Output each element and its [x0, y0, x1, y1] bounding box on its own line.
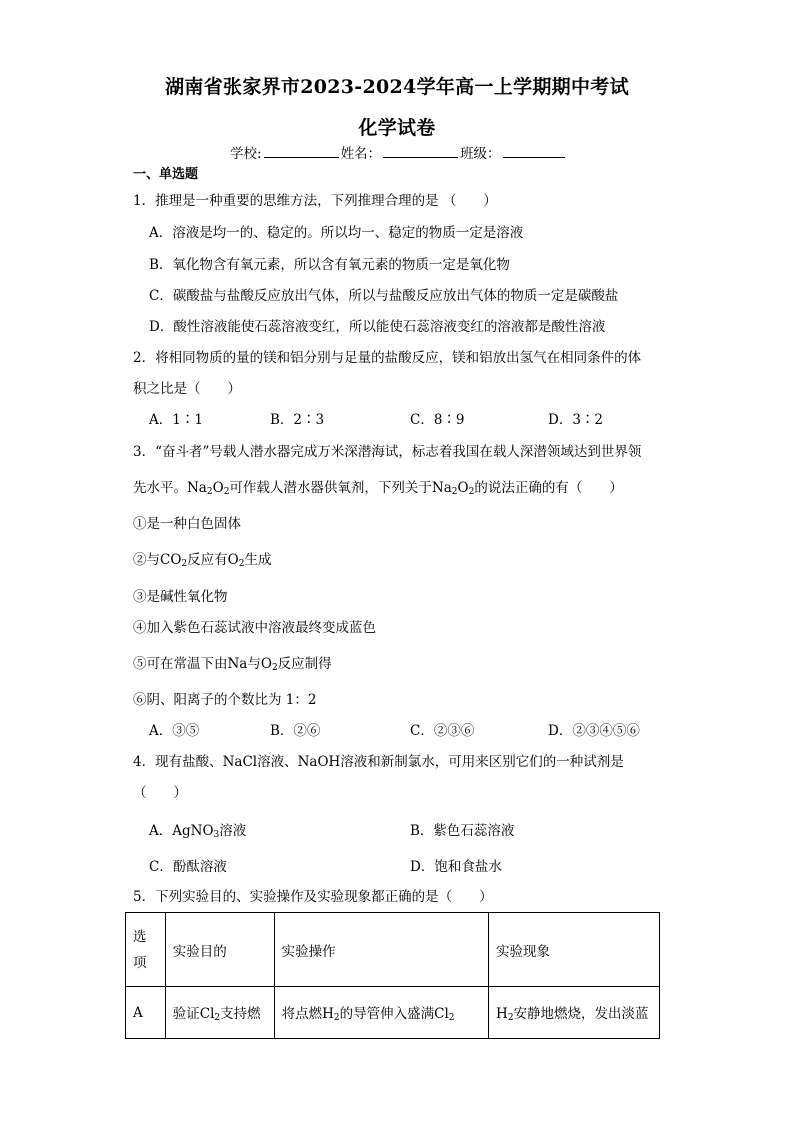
class-blank[interactable]: [503, 145, 565, 158]
q1-option-b: B．氧化物含有氧元素，所以含有氧元素的物质一定是氧化物: [149, 257, 510, 273]
school-label: 学校:: [230, 146, 262, 162]
table-header-row: [126, 913, 660, 987]
q3-statement-2: ②与$CO_2$反应有$O_2$生成: [133, 552, 272, 569]
q4-option-a: A．AgNO$_3$溶液: [149, 823, 247, 840]
q3-option-a: A．③⑤: [149, 723, 200, 739]
name-label: 姓名：: [340, 146, 382, 162]
row-a-option: A: [126, 987, 166, 1039]
header-purpose: 实验目的: [165, 913, 274, 987]
q1-option-d: D．酸性溶液能使石蕊溶液变红，所以能使石蕊溶液变红的溶液都是酸性溶液: [149, 319, 606, 335]
q2-option-a: A．1∶1: [149, 412, 203, 428]
q3-statement-3: ③是碱性氧化物: [133, 589, 228, 605]
q3-statement-5: ⑤可在常温下由Na与$O_2$反应制得: [133, 656, 332, 673]
q5-table: [125, 912, 660, 1039]
q3-statement-4: ④加入紫色石蕊试液中溶液最终变成蓝色: [133, 620, 376, 636]
q2-option-b: B．2∶3: [270, 412, 325, 428]
q4-stem-line1: 4．现有盐酸、NaCl溶液、NaOH溶液和新制氯水，可用来区别它们的一种试剂是: [133, 754, 624, 770]
school-blank[interactable]: [264, 145, 339, 158]
header-operation: 实验操作: [274, 913, 488, 987]
q2-option-d: D．3∶2: [548, 412, 604, 428]
name-blank[interactable]: [383, 145, 458, 158]
q4-option-c: C．酚酞溶液: [149, 859, 227, 875]
q3-statement-1: ①是一种白色固体: [133, 516, 241, 532]
q3-statement-6: ⑥阴、阳离子的个数比为 1：2: [133, 692, 317, 708]
page-title: 湖南省张家界市2023-2024学年高一上学期期中考试: [165, 76, 629, 98]
header-option: 选项: [126, 913, 166, 987]
q2-stem-line2: 积之比是（ ）: [133, 381, 241, 397]
q3-stem-line2: 先水平。$Na_2O_2$可作载人潜水器供氧剂，下列关于$Na_2O_2$的说法正确的有（ ）: [133, 480, 623, 497]
q1-option-c: C．碳酸盐与盐酸反应放出气体，所以与盐酸反应放出气体的物质一定是碳酸盐: [149, 288, 619, 304]
page-subtitle: 化学试卷: [358, 117, 436, 139]
q4-stem-line2: （ ）: [133, 785, 187, 801]
q3-option-c: C．②③⑥: [410, 723, 475, 739]
student-info-row: [230, 145, 567, 163]
q2-option-c: C．8∶9: [410, 412, 465, 428]
row-a-phenomenon: $H_2$安静地燃烧，发出淡蓝: [489, 987, 660, 1039]
row-a-purpose: 验证$Cl_2$支持燃: [165, 987, 274, 1039]
q4-option-d: D．饱和食盐水: [410, 859, 502, 875]
table-row: [126, 987, 660, 1039]
class-label: 班级：: [460, 146, 501, 162]
q5-stem: 5．下列实验目的、实验操作及实验现象都正确的是（ ）: [133, 889, 493, 905]
q1-stem: 1．推理是一种重要的思维方法，下列推理合理的是 （ ）: [133, 193, 497, 209]
q3-option-d: D．②③④⑤⑥: [548, 723, 640, 739]
header-phenomenon: 实验现象: [489, 913, 660, 987]
q4-option-b: B．紫色石蕊溶液: [410, 823, 515, 839]
q1-option-a: A．溶液是均一的、稳定的。所以均一、稳定的物质一定是溶液: [149, 225, 524, 241]
q2-stem-line1: 2．将相同物质的量的镁和铝分别与足量的盐酸反应，镁和铝放出氢气在相同条件的体: [133, 350, 642, 366]
q3-option-b: B．②⑥: [270, 723, 321, 739]
section-heading: 一、单选题: [133, 167, 199, 182]
q3-stem-line1: 3．“奋斗者”号载人潜水器完成万米深潜海试，标志着我国在载人深潜领域达到世界领: [133, 444, 642, 460]
row-a-operation: 将点燃$H_2$的导管伸入盛满$Cl_2$: [274, 987, 488, 1039]
